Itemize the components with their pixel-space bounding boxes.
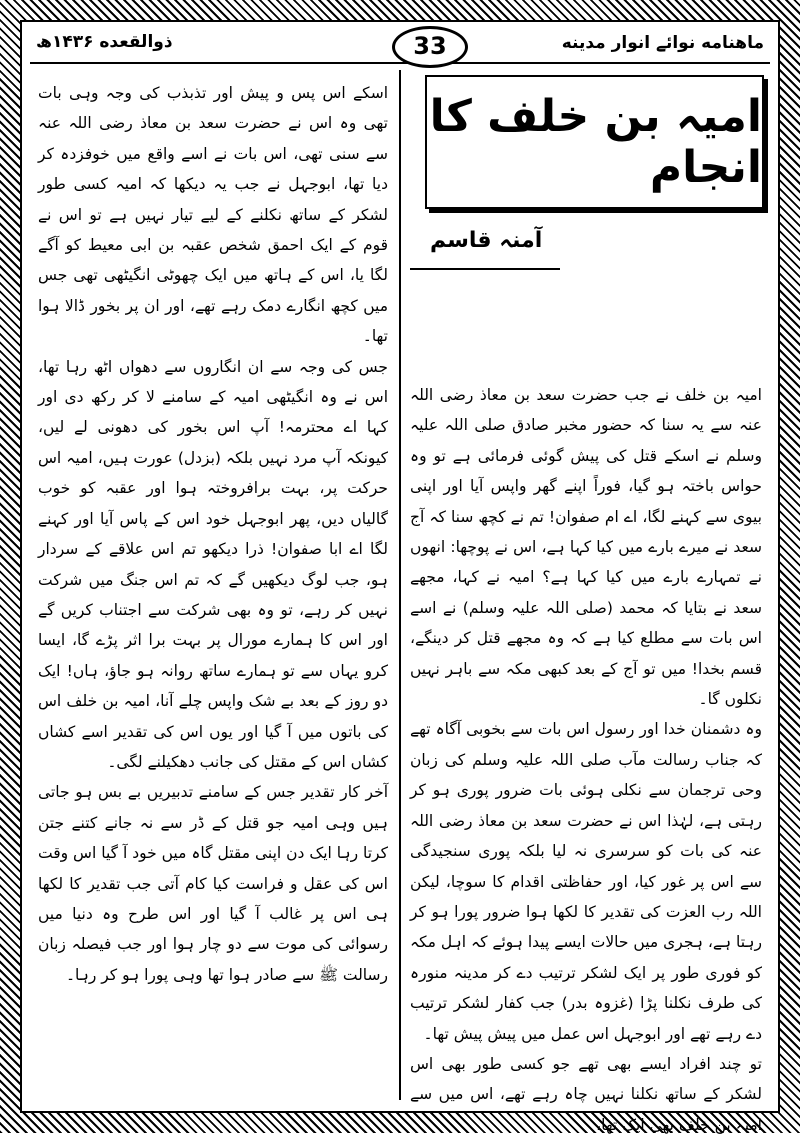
paragraph: وہ دشمنان خدا اور رسول اس بات سے بخوبی آگاہ تھے کہ جناب رسالت مآب صلی اللہ علیہ وسلم کی زبان وحی ترجمان سے نکلی ہوئی بات ضرور پوری ہو کر رہتی ہے، لہٰذا اس نے حضرت سعد بن معاذ رضی اللہ عنہ کی بات کو سرسری نہ لیا بلکہ پوری سنجیدگی سے اس پر غور کیا، اور حفاظتی اقدام کا سوچا، لیکن اللہ رب العزت کی تقدیر کا لکھا ہوا ضرور پورا ہو کر رہتا ہے، ہجری میں حالات ایسے پیدا ہوئے کہ اہل مکہ کو فوری طور پر ایک لشکر ترتیب دے کر مدینہ منورہ کی طرف نکلنا پڑا (غزوہ بدر) جب کفار لشکر ترتیب دے رہے تھے اور ابوجہل اس عمل میں پیش پیش تھا۔	[410, 720, 762, 1043]
paragraph: تو چند افراد ایسے بھی تھے جو کسی طور بھی اس لشکر کے ساتھ نکلنا نہیں چاہ رہے تھے، اس میں سے امیہ بن خلف بھی ایک تھا،	[410, 1054, 762, 1134]
paragraph: امیہ بن خلف نے جب حضرت سعد بن معاذ رضی اللہ عنہ سے یہ سنا کہ حضور مخبر صادق صلی اللہ علیہ وسلم نے اسکے قتل کی پیش گوئی فرمائی ہے تو وہ حواس باختہ ہو گیا، فوراً اپنے گھر واپس آیا اور اپنی بیوی سے کہنے لگا، اے ام صفوان! تم نے کچھ سنا کہ آج سعد نے میرے بارے میں کیا کہا ہے، اس نے پوچھا: انھوں نے تمہارے بارے میں کیا کہا ہے؟ امیہ نے کہا، مجھے سعد نے بتایا کہ محمد (صلی اللہ علیہ وسلم) نے اسے اس بات سے مطلع کیا ہے کہ وہ مجھے قتل کر دینگے، قسم بخدا! میں تو آج کے بعد کبھی مکہ سے باہر نہیں نکلوں گا۔	[410, 386, 762, 709]
page-number: 33	[392, 26, 468, 68]
column-divider	[399, 70, 401, 1100]
article-author: آمنہ قاسم	[430, 228, 543, 253]
title-box	[425, 75, 764, 209]
paragraph: جس کی وجہ سے ان انگاروں سے دھواں اٹھ رہا تھا، اس نے وہ انگیٹھی امیہ کے سامنے لا کر رکھ دی اور کہا اے محترمہ! آپ اس بخور کی دھونی لے لیں، کیونکہ آپ مرد نہیں بلکہ (بزدل) عورت ہیں، امیہ اس حرکت پر، بہت برافروختہ ہوا اور عقبہ کو خوب گالیاں دیں، پھر ابوجہل خود اس کے پاس آیا اور کہنے لگا اے ابا صفوان! ذرا دیکھو تم اس علاقے کے سردار ہو، جب لوگ دیکھیں گے کہ تم اس جنگ میں شرکت نہیں کر رہے، تو وہ بھی شرکت سے اجتناب کریں گے اور اس کا ہمارے مورال پر بہت برا اثر پڑے گا، ایسا کرو یہاں سے تو ہمارے ساتھ روانہ ہو جاؤ، ہاں! ایک دو روز کے بعد بے شک واپس چلے آنا، امیہ بن خلف اس کی باتوں میں آ گیا اور یوں اس کی تقدیر اسے کشاں کشاں اس کے مقتل کی جانب دھکیلنے لگی۔	[38, 357, 388, 771]
issue-month: ذوالقعده ۱۴۳۶ھ	[36, 32, 173, 52]
paragraph: آخر کار تقدیر جس کے سامنے تدبیریں بے بس ہو جاتی ہیں وہی امیہ جو قتل کے ڈر سے نہ جانے کتنے جتن کرتا رہا ایک دن اپنی مقتل گاہ میں خود آ گیا اس وقت اس کی عقل و فراست کیا کام آتی جب تقدیر کا لکھا ہی اس پر غالب آ گیا اور اس طرح وہ دنیا میں رسوائی کی موت سے دو چار ہوا اور جب فیصلہ زبان رسالت ﷺ سے صادر ہوا تھا وہی پورا ہو کر رہا۔	[38, 783, 388, 984]
author-underline	[410, 268, 560, 270]
page-header	[30, 30, 770, 64]
left-column	[38, 78, 388, 990]
paragraph: اسکے اس پس و پیش اور تذبذب کی وجہ وہی بات تھی وہ اس نے حضرت سعد بن معاذ رضی اللہ عنہ سے سنی تھی، اس بات نے اسے واقع میں خوفزدہ کر دیا تھا، ابوجہل نے جب یہ دیکھا کہ امیہ کسی طور لشکر کے ساتھ نکلنے کے لیے تیار نہیں ہے تو اس نے قوم کے ایک احمق شخص عقبہ بن ابی معیط کو آگے لگا یا، اس کے ہاتھ میں ایک چھوٹی انگیٹھی تھی جس میں کچھ انگارے دمک رہے تھے، اور ان پر بخور ڈالا ہوا تھا۔	[38, 84, 388, 346]
magazine-name: ماهنامه نوائے انوار مدینه	[561, 33, 764, 53]
right-column	[410, 380, 762, 1140]
article-title: امیہ بن خلف کا انجام	[429, 91, 762, 193]
